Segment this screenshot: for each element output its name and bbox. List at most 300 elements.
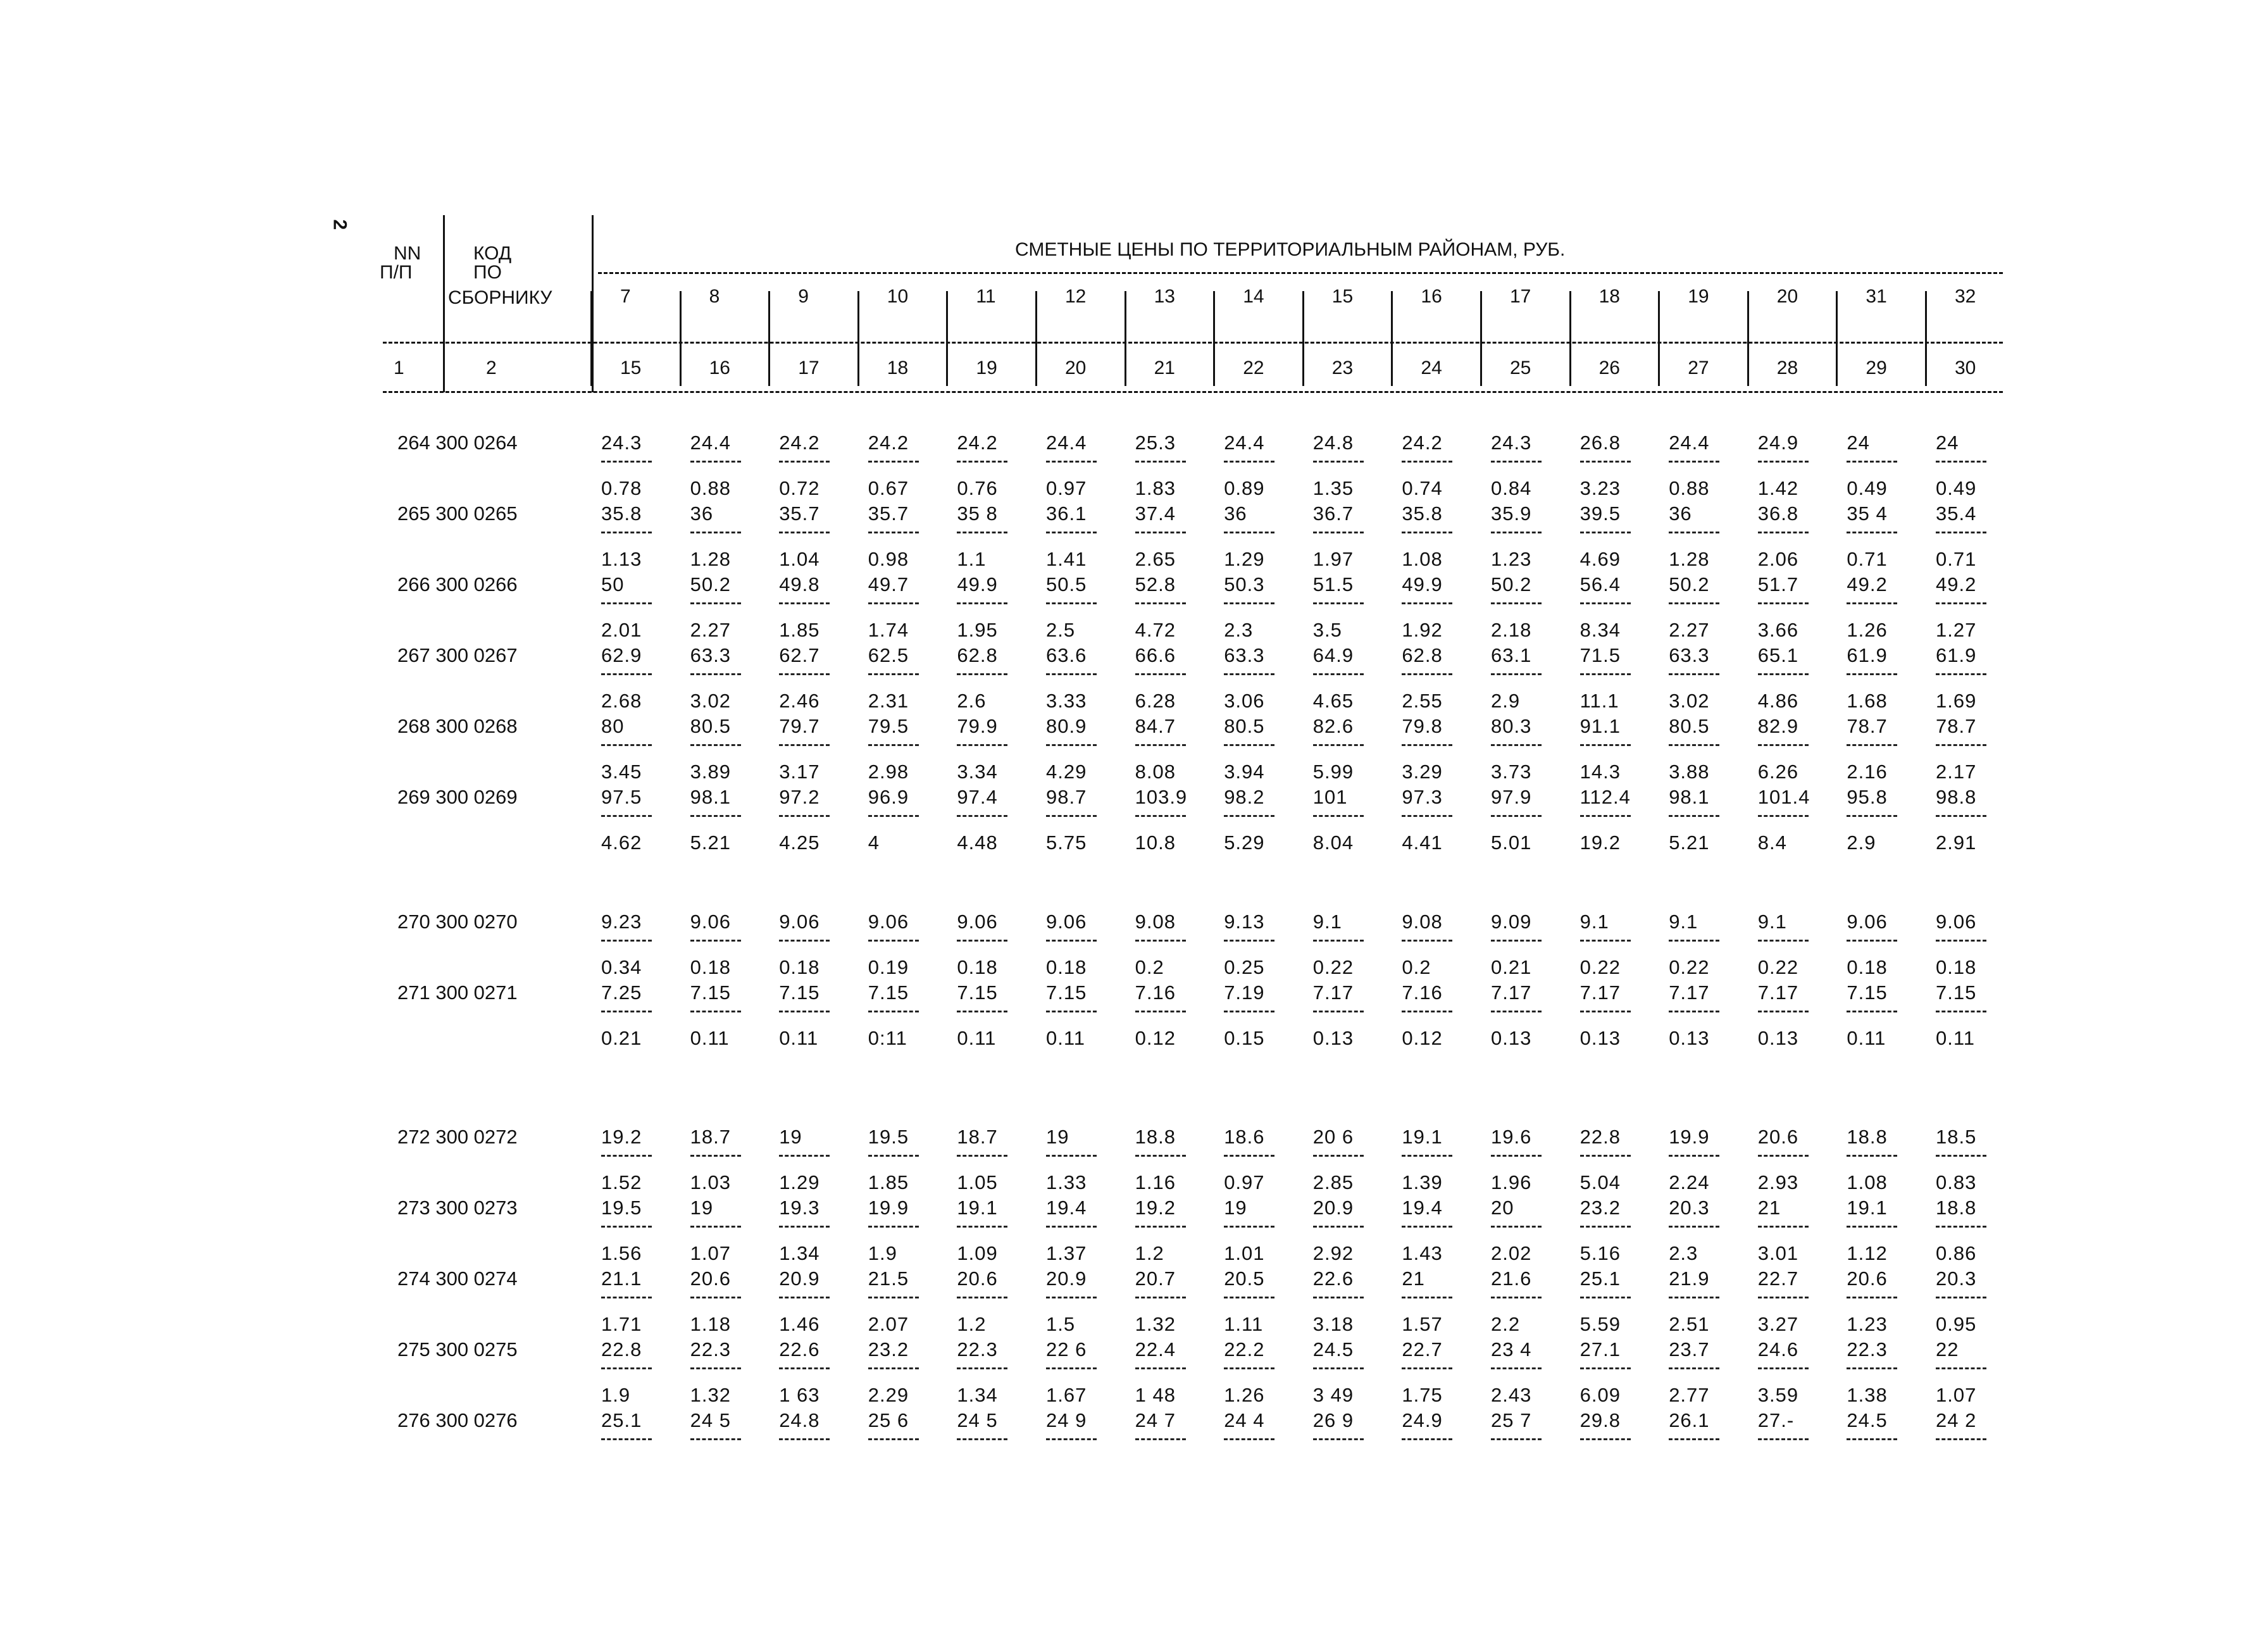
fraction-bar bbox=[1580, 815, 1631, 817]
price-value: 4.86 bbox=[1757, 690, 1799, 712]
fraction-bar bbox=[779, 1155, 830, 1157]
fraction-bar bbox=[1847, 673, 1897, 675]
fraction-bar bbox=[1313, 815, 1364, 817]
price-value: 1.56 bbox=[601, 1242, 642, 1264]
price-value: 1.23 bbox=[1491, 548, 1532, 570]
price-value: 24.9 bbox=[1757, 432, 1799, 454]
column-divider bbox=[1391, 291, 1393, 386]
price-value: 8.34 bbox=[1580, 619, 1621, 641]
column-number: 15 bbox=[620, 358, 642, 378]
fraction-bar bbox=[1402, 1438, 1452, 1440]
price-value: 20.5 bbox=[1224, 1267, 1265, 1290]
column-number: 22 bbox=[1243, 358, 1264, 378]
column-divider bbox=[590, 291, 592, 386]
fraction-bar bbox=[690, 461, 741, 463]
fraction-bar bbox=[1936, 1011, 1986, 1012]
price-value: 1 48 bbox=[1135, 1384, 1176, 1406]
fraction-bar bbox=[1313, 673, 1364, 675]
fraction-bar bbox=[1669, 1297, 1719, 1298]
price-value: 23.2 bbox=[868, 1338, 909, 1360]
price-value: 19.6 bbox=[1491, 1126, 1532, 1148]
price-value: 62.8 bbox=[957, 644, 998, 666]
price-value: 78.7 bbox=[1936, 715, 1977, 737]
price-value: 0.13 bbox=[1312, 1027, 1354, 1049]
fraction-bar bbox=[1313, 1011, 1364, 1012]
fraction-bar bbox=[1224, 1155, 1274, 1157]
fraction-bar bbox=[1936, 532, 1986, 533]
price-value: 91.1 bbox=[1580, 715, 1621, 737]
price-value: 80.5 bbox=[690, 715, 731, 737]
price-value: 97.2 bbox=[779, 786, 820, 808]
fraction-bar bbox=[1491, 744, 1542, 746]
price-value: 2.46 bbox=[779, 690, 820, 712]
fraction-bar bbox=[1491, 602, 1542, 604]
fraction-bar bbox=[957, 461, 1007, 463]
fraction-bar bbox=[957, 1297, 1007, 1298]
price-value: 2.77 bbox=[1669, 1384, 1710, 1406]
price-value: 96.9 bbox=[868, 786, 909, 808]
price-value: 9.1 bbox=[1757, 911, 1787, 933]
fraction-bar bbox=[1669, 673, 1719, 675]
price-value: 3.73 bbox=[1491, 761, 1532, 783]
price-value: 2.98 bbox=[868, 761, 909, 783]
price-value: 35.7 bbox=[779, 502, 820, 525]
fraction-bar bbox=[1847, 532, 1897, 533]
column-divider bbox=[1925, 291, 1927, 386]
price-value: 29.8 bbox=[1580, 1409, 1621, 1431]
fraction-bar bbox=[1758, 815, 1809, 817]
fraction-bar bbox=[601, 1155, 652, 1157]
price-value: 1.08 bbox=[1847, 1171, 1888, 1193]
price-value: 1.71 bbox=[601, 1313, 642, 1335]
fraction-bar bbox=[868, 1367, 919, 1369]
price-value: 1.43 bbox=[1402, 1242, 1443, 1264]
price-value: 0.2 bbox=[1135, 956, 1164, 978]
fraction-bar bbox=[690, 940, 741, 942]
price-value: 36 bbox=[690, 502, 714, 525]
price-value: 24 7 bbox=[1135, 1409, 1176, 1431]
price-value: 82.6 bbox=[1312, 715, 1354, 737]
price-value: 1.35 bbox=[1312, 477, 1354, 499]
price-value: 63.3 bbox=[1669, 644, 1710, 666]
price-value: 49.2 bbox=[1936, 573, 1977, 595]
price-value: 20.7 bbox=[1135, 1267, 1176, 1290]
price-value: 62.8 bbox=[1402, 644, 1443, 666]
fraction-bar bbox=[779, 815, 830, 817]
price-value: 22.8 bbox=[1580, 1126, 1621, 1148]
price-value: 7.17 bbox=[1757, 981, 1799, 1004]
row-label: 269 300 0269 bbox=[397, 786, 518, 808]
price-value: 7.15 bbox=[957, 981, 998, 1004]
price-value: 0.88 bbox=[690, 477, 731, 499]
column-divider bbox=[1125, 291, 1126, 386]
price-value: 62.7 bbox=[779, 644, 820, 666]
fraction-bar bbox=[1046, 602, 1097, 604]
column-number: 26 bbox=[1598, 358, 1620, 378]
price-value: 2.02 bbox=[1491, 1242, 1532, 1264]
price-value: 50.3 bbox=[1224, 573, 1265, 595]
price-value: 80.5 bbox=[1224, 715, 1265, 737]
price-value: 0.72 bbox=[779, 477, 820, 499]
fraction-bar bbox=[1402, 673, 1452, 675]
price-value: 7.17 bbox=[1669, 981, 1710, 1004]
price-value: 24.2 bbox=[1402, 432, 1443, 454]
price-value: 0.49 bbox=[1847, 477, 1888, 499]
price-value: 1.08 bbox=[1402, 548, 1443, 570]
fraction-bar bbox=[1936, 1226, 1986, 1228]
fraction-bar bbox=[1046, 1226, 1097, 1228]
price-value: 24.3 bbox=[601, 432, 642, 454]
price-value: 24 bbox=[1936, 432, 1959, 454]
price-value: 24 4 bbox=[1224, 1409, 1265, 1431]
price-value: 9.06 bbox=[779, 911, 820, 933]
price-value: 1.68 bbox=[1847, 690, 1888, 712]
fraction-bar bbox=[1580, 673, 1631, 675]
fraction-bar bbox=[1402, 1367, 1452, 1369]
fraction-bar bbox=[1847, 1226, 1897, 1228]
district-header: 15 bbox=[1331, 286, 1354, 307]
fraction-bar bbox=[1758, 1155, 1809, 1157]
fraction-bar bbox=[690, 744, 741, 746]
column-divider bbox=[1213, 291, 1215, 386]
price-value: 7.16 bbox=[1135, 981, 1176, 1004]
price-value: 2.2 bbox=[1491, 1313, 1521, 1335]
fraction-bar bbox=[1847, 815, 1897, 817]
fraction-bar bbox=[1669, 1155, 1719, 1157]
price-value: 80.5 bbox=[1669, 715, 1710, 737]
price-value: 7.17 bbox=[1491, 981, 1532, 1004]
price-value: 0.98 bbox=[868, 548, 909, 570]
price-value: 36.1 bbox=[1046, 502, 1087, 525]
price-value: 2.93 bbox=[1757, 1171, 1799, 1193]
price-value: 18.8 bbox=[1936, 1197, 1977, 1219]
price-value: 1.95 bbox=[957, 619, 998, 641]
price-value: 22.2 bbox=[1224, 1338, 1265, 1360]
price-value: 7.15 bbox=[1936, 981, 1977, 1004]
price-value: 24.8 bbox=[1312, 432, 1354, 454]
price-value: 79.8 bbox=[1402, 715, 1443, 737]
district-header: 19 bbox=[1688, 286, 1709, 307]
fraction-bar bbox=[1491, 1011, 1542, 1012]
fraction-bar bbox=[1046, 1155, 1097, 1157]
price-value: 2.65 bbox=[1135, 548, 1176, 570]
price-value: 0.86 bbox=[1936, 1242, 1977, 1264]
price-value: 98.8 bbox=[1936, 786, 1977, 808]
header-rule bbox=[383, 342, 2003, 344]
price-value: 3.34 bbox=[957, 761, 998, 783]
column-divider bbox=[680, 291, 682, 386]
price-value: 22.3 bbox=[1847, 1338, 1888, 1360]
fraction-bar bbox=[1046, 673, 1097, 675]
price-value: 9.06 bbox=[1046, 911, 1087, 933]
fraction-bar bbox=[1580, 461, 1631, 463]
price-value: 0.13 bbox=[1580, 1027, 1621, 1049]
price-value: 22.7 bbox=[1757, 1267, 1799, 1290]
price-value: 3 49 bbox=[1312, 1384, 1354, 1406]
price-value: 2.5 bbox=[1046, 619, 1076, 641]
price-value: 6.28 bbox=[1135, 690, 1176, 712]
fraction-bar bbox=[868, 940, 919, 942]
price-value: 1.37 bbox=[1046, 1242, 1087, 1264]
price-value: 0.84 bbox=[1491, 477, 1532, 499]
price-value: 0.83 bbox=[1936, 1171, 1977, 1193]
price-value: 0.18 bbox=[1847, 956, 1888, 978]
price-value: 98.1 bbox=[1669, 786, 1710, 808]
price-value: 0.88 bbox=[1669, 477, 1710, 499]
fraction-bar bbox=[1224, 461, 1274, 463]
fraction-bar bbox=[1580, 1297, 1631, 1298]
fraction-bar bbox=[601, 1011, 652, 1012]
price-value: 24.4 bbox=[1669, 432, 1710, 454]
column-number: 27 bbox=[1688, 358, 1709, 378]
price-value: 25 7 bbox=[1491, 1409, 1532, 1431]
fraction-bar bbox=[957, 1438, 1007, 1440]
fraction-bar bbox=[1580, 602, 1631, 604]
fraction-bar bbox=[957, 1367, 1007, 1369]
fraction-bar bbox=[1669, 1367, 1719, 1369]
price-value: 1.75 bbox=[1402, 1384, 1443, 1406]
price-value: 1.28 bbox=[1669, 548, 1710, 570]
price-value: 11.1 bbox=[1580, 690, 1619, 712]
header-sborniku: СБОРНИКУ bbox=[448, 287, 552, 308]
price-value: 0.18 bbox=[779, 956, 820, 978]
price-value: 0.78 bbox=[601, 477, 642, 499]
fraction-bar bbox=[957, 602, 1007, 604]
fraction-bar bbox=[957, 940, 1007, 942]
price-value: 19.2 bbox=[1135, 1197, 1176, 1219]
price-value: 22.8 bbox=[601, 1338, 642, 1360]
fraction-bar bbox=[1224, 744, 1274, 746]
price-value: 8.4 bbox=[1757, 831, 1787, 854]
price-value: 1.26 bbox=[1847, 619, 1888, 641]
fraction-bar bbox=[1936, 815, 1986, 817]
fraction-bar bbox=[1402, 1155, 1452, 1157]
row-label: 276 300 0276 bbox=[397, 1409, 518, 1431]
fraction-bar bbox=[690, 602, 741, 604]
fraction-bar bbox=[1580, 532, 1631, 533]
fraction-bar bbox=[1491, 815, 1542, 817]
price-value: 9.1 bbox=[1669, 911, 1698, 933]
column-number: 2 bbox=[486, 358, 497, 378]
price-value: 3.45 bbox=[601, 761, 642, 783]
district-header: 7 bbox=[620, 286, 631, 307]
row-label: 265 300 0265 bbox=[397, 502, 518, 525]
price-value: 7.17 bbox=[1580, 981, 1621, 1004]
price-value: 0.15 bbox=[1224, 1027, 1265, 1049]
fraction-bar bbox=[1135, 1155, 1186, 1157]
fraction-bar bbox=[690, 673, 741, 675]
district-header: 32 bbox=[1955, 286, 1976, 307]
fraction-bar bbox=[1491, 673, 1542, 675]
fraction-bar bbox=[1936, 602, 1986, 604]
column-divider bbox=[857, 291, 859, 386]
fraction-bar bbox=[957, 673, 1007, 675]
fraction-bar bbox=[1313, 461, 1364, 463]
price-value: 35.7 bbox=[868, 502, 909, 525]
price-value: 50 bbox=[601, 573, 625, 595]
column-number: 19 bbox=[976, 358, 997, 378]
price-value: 1.85 bbox=[868, 1171, 909, 1193]
fraction-bar bbox=[1580, 1155, 1631, 1157]
price-value: 63.6 bbox=[1046, 644, 1087, 666]
fraction-bar bbox=[1580, 1367, 1631, 1369]
price-value: 0.76 bbox=[957, 477, 998, 499]
fraction-bar bbox=[690, 532, 741, 533]
price-value: 1.9 bbox=[868, 1242, 897, 1264]
price-value: 27.1 bbox=[1580, 1338, 1621, 1360]
fraction-bar bbox=[690, 815, 741, 817]
price-value: 63.3 bbox=[1224, 644, 1265, 666]
price-value: 1 63 bbox=[779, 1384, 820, 1406]
price-value: 8.08 bbox=[1135, 761, 1176, 783]
price-value: 0.18 bbox=[1936, 956, 1977, 978]
price-value: 20.3 bbox=[1669, 1197, 1710, 1219]
fraction-bar bbox=[1758, 1367, 1809, 1369]
price-value: 0.97 bbox=[1224, 1171, 1265, 1193]
price-value: 0.11 bbox=[690, 1027, 730, 1049]
fraction-bar bbox=[1847, 602, 1897, 604]
price-value: 62.9 bbox=[601, 644, 642, 666]
price-value: 19 bbox=[779, 1126, 802, 1148]
row-label: 266 300 0266 bbox=[397, 573, 518, 595]
price-value: 27.- bbox=[1757, 1409, 1795, 1431]
fraction-bar bbox=[1224, 532, 1274, 533]
price-value: 9.09 bbox=[1491, 911, 1532, 933]
price-value: 101 bbox=[1312, 786, 1348, 808]
price-value: 3.29 bbox=[1402, 761, 1443, 783]
price-value: 112.4 bbox=[1580, 786, 1631, 808]
price-value: 24.5 bbox=[1312, 1338, 1354, 1360]
price-value: 0.22 bbox=[1312, 956, 1354, 978]
price-value: 20.3 bbox=[1936, 1267, 1977, 1290]
district-header: 9 bbox=[798, 286, 809, 307]
fraction-bar bbox=[1402, 1297, 1452, 1298]
price-value: 1.38 bbox=[1847, 1384, 1888, 1406]
price-value: 19.3 bbox=[779, 1197, 820, 1219]
price-value: 3.59 bbox=[1757, 1384, 1799, 1406]
price-value: 2.85 bbox=[1312, 1171, 1354, 1193]
price-value: 1.74 bbox=[868, 619, 909, 641]
row-label: 273 300 0273 bbox=[397, 1197, 518, 1219]
price-value: 5.29 bbox=[1224, 831, 1265, 854]
fraction-bar bbox=[1847, 1297, 1897, 1298]
price-value: 19.1 bbox=[1402, 1126, 1443, 1148]
price-value: 24.8 bbox=[779, 1409, 820, 1431]
price-value: 0.34 bbox=[601, 956, 642, 978]
fraction-bar bbox=[1669, 940, 1719, 942]
district-header: 10 bbox=[887, 286, 909, 307]
price-value: 2.91 bbox=[1936, 831, 1977, 854]
row-label: 275 300 0275 bbox=[397, 1338, 518, 1360]
fraction-bar bbox=[1135, 940, 1186, 942]
district-header: 12 bbox=[1065, 286, 1087, 307]
fraction-bar bbox=[1669, 1438, 1719, 1440]
fraction-bar bbox=[779, 673, 830, 675]
price-value: 56.4 bbox=[1580, 573, 1621, 595]
fraction-bar bbox=[690, 1438, 741, 1440]
fraction-bar bbox=[1669, 602, 1719, 604]
price-value: 35 4 bbox=[1847, 502, 1888, 525]
column-divider bbox=[1658, 291, 1660, 386]
price-value: 1.29 bbox=[779, 1171, 820, 1193]
fraction-bar bbox=[779, 461, 830, 463]
price-value: 5.75 bbox=[1046, 831, 1087, 854]
price-value: 1.85 bbox=[779, 619, 820, 641]
price-value: 3.94 bbox=[1224, 761, 1265, 783]
price-value: 61.9 bbox=[1847, 644, 1888, 666]
price-value: 2.17 bbox=[1936, 761, 1977, 783]
header-po: ПО bbox=[473, 262, 502, 283]
price-value: 18.6 bbox=[1224, 1126, 1265, 1148]
price-value: 36.8 bbox=[1757, 502, 1799, 525]
column-divider bbox=[1480, 291, 1482, 386]
price-value: 2.31 bbox=[868, 690, 909, 712]
price-value: 98.7 bbox=[1046, 786, 1087, 808]
fraction-bar bbox=[1758, 744, 1809, 746]
fraction-bar bbox=[601, 815, 652, 817]
price-value: 71.5 bbox=[1580, 644, 1621, 666]
fraction-bar bbox=[1580, 1011, 1631, 1012]
price-value: 21.6 bbox=[1491, 1267, 1532, 1290]
fraction-bar bbox=[1402, 744, 1452, 746]
price-value: 0.71 bbox=[1936, 548, 1977, 570]
fraction-bar bbox=[1847, 744, 1897, 746]
price-value: 0.11 bbox=[1936, 1027, 1976, 1049]
district-header: 18 bbox=[1598, 286, 1620, 307]
price-value: 1.28 bbox=[690, 548, 731, 570]
price-value: 1.46 bbox=[779, 1313, 820, 1335]
price-value: 3.66 bbox=[1757, 619, 1799, 641]
price-value: 0.13 bbox=[1491, 1027, 1532, 1049]
price-value: 0.21 bbox=[1491, 956, 1532, 978]
fraction-bar bbox=[601, 940, 652, 942]
fraction-bar bbox=[1135, 1011, 1186, 1012]
district-header: 8 bbox=[709, 286, 720, 307]
price-value: 9.06 bbox=[690, 911, 731, 933]
fraction-bar bbox=[779, 532, 830, 533]
fraction-bar bbox=[1046, 1367, 1097, 1369]
price-value: 0.25 bbox=[1224, 956, 1265, 978]
price-value: 1.83 bbox=[1135, 477, 1176, 499]
price-value: 49.9 bbox=[957, 573, 998, 595]
fraction-bar bbox=[1046, 744, 1097, 746]
column-number: 17 bbox=[798, 358, 819, 378]
price-value: 2.43 bbox=[1491, 1384, 1532, 1406]
fraction-bar bbox=[690, 1297, 741, 1298]
price-value: 1.2 bbox=[1135, 1242, 1164, 1264]
column-number: 28 bbox=[1776, 358, 1798, 378]
fraction-bar bbox=[1580, 1226, 1631, 1228]
price-value: 5.21 bbox=[1669, 831, 1710, 854]
fraction-bar bbox=[1580, 1438, 1631, 1440]
fraction-bar bbox=[1936, 1438, 1986, 1440]
column-number: 16 bbox=[709, 358, 730, 378]
price-value: 20.6 bbox=[1847, 1267, 1888, 1290]
column-number: 30 bbox=[1955, 358, 1976, 378]
price-value: 23 4 bbox=[1491, 1338, 1532, 1360]
price-value: 101.4 bbox=[1757, 786, 1810, 808]
row-label: 268 300 0268 bbox=[397, 715, 518, 737]
price-value: 50.2 bbox=[690, 573, 731, 595]
price-value: 1.01 bbox=[1224, 1242, 1265, 1264]
price-value: 0.67 bbox=[868, 477, 909, 499]
price-value: 7.19 bbox=[1224, 981, 1265, 1004]
price-value: 2.18 bbox=[1491, 619, 1532, 641]
fraction-bar bbox=[1224, 1226, 1274, 1228]
price-value: 7.15 bbox=[1847, 981, 1888, 1004]
price-value: 0.95 bbox=[1936, 1313, 1977, 1335]
price-value: 2.07 bbox=[868, 1313, 909, 1335]
